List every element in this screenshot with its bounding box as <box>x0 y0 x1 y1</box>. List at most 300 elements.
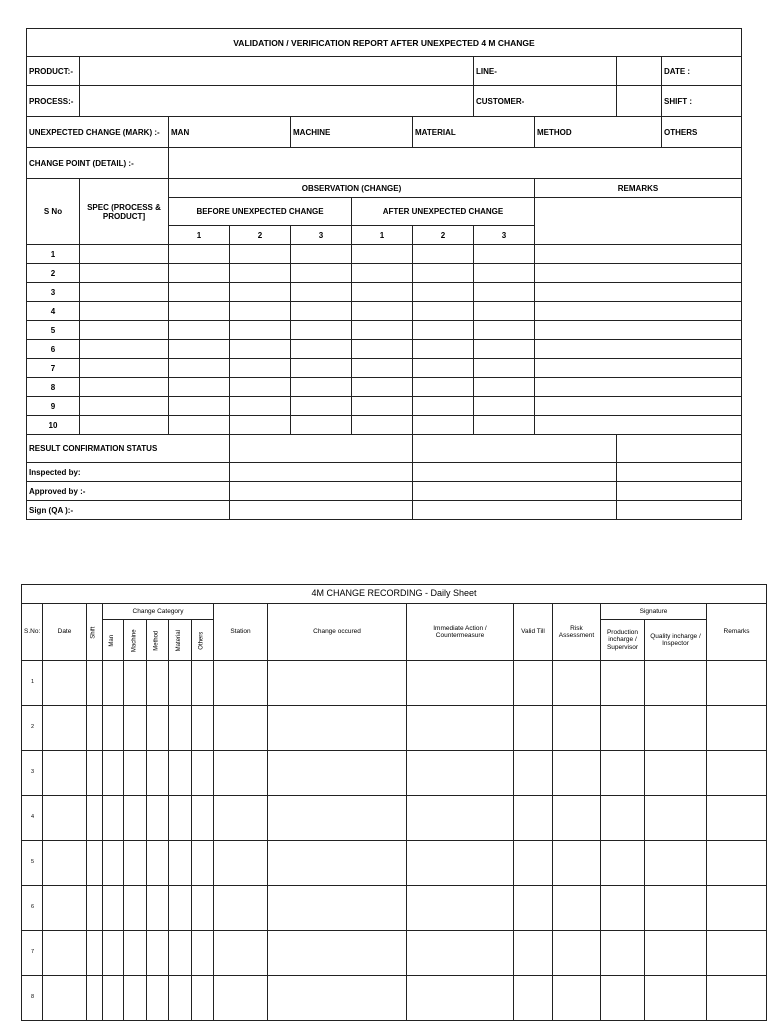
row-cell[interactable] <box>553 796 601 841</box>
row-cell[interactable] <box>147 976 169 1021</box>
row-cell[interactable] <box>407 751 514 796</box>
row-cell[interactable] <box>268 661 407 706</box>
row-cell[interactable] <box>192 751 214 796</box>
row-cell[interactable] <box>103 931 124 976</box>
row-cell[interactable] <box>553 931 601 976</box>
row-cell[interactable] <box>214 976 268 1021</box>
category-method: Method <box>147 620 169 661</box>
row-cell[interactable] <box>169 283 230 302</box>
approved-field-2[interactable] <box>413 482 617 501</box>
row-cell[interactable] <box>147 931 169 976</box>
row-cell[interactable] <box>230 264 291 283</box>
row-cell[interactable] <box>169 302 230 321</box>
row-cell[interactable] <box>645 706 707 751</box>
row-cell[interactable] <box>124 841 147 886</box>
change-category-header: Change Category <box>103 604 214 620</box>
row-cell[interactable] <box>80 283 169 302</box>
process-field[interactable] <box>80 86 474 117</box>
signature-header: Signature <box>601 604 707 620</box>
observation-header: OBSERVATION (CHANGE) <box>169 179 535 198</box>
row-cell[interactable] <box>268 706 407 751</box>
row-remarks-cell[interactable] <box>535 359 742 378</box>
category-others: Others <box>192 620 214 661</box>
row-cell[interactable] <box>645 976 707 1021</box>
row-cell[interactable] <box>514 796 553 841</box>
before-change-header: BEFORE UNEXPECTED CHANGE <box>169 198 352 226</box>
obs-number: 2 <box>413 226 474 245</box>
row-cell[interactable] <box>80 397 169 416</box>
row-remarks-cell[interactable] <box>535 416 742 435</box>
row-cell[interactable] <box>474 321 535 340</box>
row-cell[interactable] <box>169 264 230 283</box>
daily-sheet-form <box>21 584 767 1021</box>
row-number: 2 <box>22 706 43 751</box>
row-remarks-cell[interactable] <box>535 378 742 397</box>
row-number: 5 <box>27 321 80 340</box>
row-cell[interactable] <box>707 751 767 796</box>
product-label: PRODUCT:- <box>27 57 80 86</box>
row-cell[interactable] <box>230 340 291 359</box>
table-row <box>27 340 742 359</box>
table-row <box>22 796 767 841</box>
obs-number: 3 <box>291 226 352 245</box>
row-cell[interactable] <box>147 661 169 706</box>
row-number: 3 <box>27 283 80 302</box>
row-cell[interactable] <box>43 706 87 751</box>
row-cell[interactable] <box>291 378 352 397</box>
form1-title: VALIDATION / VERIFICATION REPORT AFTER UNEXPECTED 4 M CHANGE <box>27 29 742 57</box>
inspected-field[interactable] <box>230 463 413 482</box>
row-number: 8 <box>27 378 80 397</box>
row-cell[interactable] <box>352 359 413 378</box>
row-number: 9 <box>27 397 80 416</box>
table-row <box>22 886 767 931</box>
row-cell[interactable] <box>413 245 474 264</box>
row-cell[interactable] <box>80 245 169 264</box>
row-remarks-cell[interactable] <box>535 245 742 264</box>
row-number: 6 <box>22 886 43 931</box>
customer-field[interactable] <box>617 86 662 117</box>
row-cell[interactable] <box>291 340 352 359</box>
table-row <box>27 378 742 397</box>
row-cell[interactable] <box>553 751 601 796</box>
table-row <box>27 264 742 283</box>
date-label: DATE : <box>662 57 742 86</box>
row-cell[interactable] <box>645 796 707 841</box>
row-cell[interactable] <box>192 931 214 976</box>
row-cell[interactable] <box>291 397 352 416</box>
row-cell[interactable] <box>413 321 474 340</box>
row-cell[interactable] <box>707 886 767 931</box>
row-cell[interactable] <box>169 245 230 264</box>
row-cell[interactable] <box>268 976 407 1021</box>
option-method[interactable]: METHOD <box>535 117 662 148</box>
row-cell[interactable] <box>124 751 147 796</box>
option-man[interactable]: MAN <box>169 117 291 148</box>
action-header: Immediate Action / Countermeasure <box>407 604 514 661</box>
shift-label: SHIFT : <box>662 86 742 117</box>
table-row <box>27 302 742 321</box>
row-cell[interactable] <box>87 886 103 931</box>
date-header: Date <box>43 604 87 661</box>
row-cell[interactable] <box>474 264 535 283</box>
row-cell[interactable] <box>601 751 645 796</box>
row-cell[interactable] <box>553 841 601 886</box>
row-cell[interactable] <box>352 245 413 264</box>
row-cell[interactable] <box>147 841 169 886</box>
row-number: 10 <box>27 416 80 435</box>
row-cell[interactable] <box>352 302 413 321</box>
inspected-field-3[interactable] <box>617 463 742 482</box>
row-cell[interactable] <box>80 416 169 435</box>
row-cell[interactable] <box>291 416 352 435</box>
table-row <box>22 706 767 751</box>
row-cell[interactable] <box>352 416 413 435</box>
row-cell[interactable] <box>43 931 87 976</box>
row-cell[interactable] <box>230 416 291 435</box>
inspected-field-2[interactable] <box>413 463 617 482</box>
row-remarks-cell[interactable] <box>535 283 742 302</box>
row-cell[interactable] <box>169 359 230 378</box>
row-number: 3 <box>22 751 43 796</box>
table-row <box>22 841 767 886</box>
unexpected-change-label: UNEXPECTED CHANGE (MARK) :- <box>27 117 169 148</box>
row-cell[interactable] <box>214 661 268 706</box>
sno-header: S No <box>27 179 80 245</box>
row-cell[interactable] <box>103 841 124 886</box>
row-cell[interactable] <box>291 321 352 340</box>
row-cell[interactable] <box>87 841 103 886</box>
table-row <box>22 976 767 1021</box>
row-cell[interactable] <box>43 976 87 1021</box>
quality-header: Quality incharge / Inspector <box>645 620 707 661</box>
row-cell[interactable] <box>124 661 147 706</box>
row-cell[interactable] <box>103 661 124 706</box>
row-cell[interactable] <box>474 359 535 378</box>
row-cell[interactable] <box>80 340 169 359</box>
row-cell[interactable] <box>413 264 474 283</box>
row-cell[interactable] <box>645 886 707 931</box>
row-cell[interactable] <box>103 751 124 796</box>
row-cell[interactable] <box>169 841 192 886</box>
table-row <box>27 359 742 378</box>
row-cell[interactable] <box>514 841 553 886</box>
remarks-header: REMARKS <box>535 179 742 198</box>
category-material: Material <box>169 620 192 661</box>
row-cell[interactable] <box>352 264 413 283</box>
row-cell[interactable] <box>80 321 169 340</box>
row-cell[interactable] <box>413 416 474 435</box>
row-cell[interactable] <box>169 321 230 340</box>
row-cell[interactable] <box>169 931 192 976</box>
row-cell[interactable] <box>268 886 407 931</box>
row-cell[interactable] <box>514 661 553 706</box>
row-cell[interactable] <box>87 706 103 751</box>
row-cell[interactable] <box>230 378 291 397</box>
row-cell[interactable] <box>214 751 268 796</box>
row-cell[interactable] <box>514 751 553 796</box>
row-cell[interactable] <box>707 931 767 976</box>
row-cell[interactable] <box>474 302 535 321</box>
row-cell[interactable] <box>80 264 169 283</box>
row-cell[interactable] <box>87 976 103 1021</box>
row-cell[interactable] <box>413 302 474 321</box>
row-cell[interactable] <box>214 706 268 751</box>
row-cell[interactable] <box>514 931 553 976</box>
obs-number: 2 <box>230 226 291 245</box>
option-material[interactable]: MATERIAL <box>413 117 535 148</box>
row-cell[interactable] <box>291 283 352 302</box>
station-header: Station <box>214 604 268 661</box>
row-cell[interactable] <box>553 976 601 1021</box>
row-cell[interactable] <box>413 378 474 397</box>
row-cell[interactable] <box>268 931 407 976</box>
row-cell[interactable] <box>514 976 553 1021</box>
row-number: 4 <box>27 302 80 321</box>
row-cell[interactable] <box>413 340 474 359</box>
form2-title: 4M CHANGE RECORDING - Daily Sheet <box>22 585 767 604</box>
table-row <box>27 283 742 302</box>
option-others[interactable]: OTHERS <box>662 117 742 148</box>
row-cell[interactable] <box>124 706 147 751</box>
row-cell[interactable] <box>87 931 103 976</box>
result-field-before[interactable] <box>230 435 413 463</box>
row-cell[interactable] <box>291 359 352 378</box>
row-cell[interactable] <box>169 661 192 706</box>
row-cell[interactable] <box>103 886 124 931</box>
row-cell[interactable] <box>268 751 407 796</box>
shift-header: Shift <box>87 604 103 661</box>
row-cell[interactable] <box>413 359 474 378</box>
row-cell[interactable] <box>474 283 535 302</box>
row-number: 4 <box>22 796 43 841</box>
result-field-after[interactable] <box>413 435 617 463</box>
row-cell[interactable] <box>169 751 192 796</box>
table-row <box>27 245 742 264</box>
row-cell[interactable] <box>169 340 230 359</box>
row-number: 7 <box>27 359 80 378</box>
row-cell[interactable] <box>514 706 553 751</box>
row-cell[interactable] <box>192 661 214 706</box>
row-cell[interactable] <box>474 245 535 264</box>
risk-header: Risk Assessment <box>553 604 601 661</box>
row-cell[interactable] <box>147 796 169 841</box>
row-cell[interactable] <box>601 706 645 751</box>
row-cell[interactable] <box>601 886 645 931</box>
row-cell[interactable] <box>192 796 214 841</box>
category-man: Man <box>103 620 124 661</box>
approved-label: Approved by :- <box>27 482 230 501</box>
row-cell[interactable] <box>352 340 413 359</box>
sign-qa-label: Sign (QA ):- <box>27 501 230 520</box>
row-cell[interactable] <box>103 706 124 751</box>
category-machine: Machine <box>124 620 147 661</box>
row-cell[interactable] <box>352 397 413 416</box>
row-cell[interactable] <box>407 661 514 706</box>
row-cell[interactable] <box>645 841 707 886</box>
row-cell[interactable] <box>601 931 645 976</box>
inspected-label: Inspected by: <box>27 463 230 482</box>
row-cell[interactable] <box>553 661 601 706</box>
row-cell[interactable] <box>147 706 169 751</box>
row-remarks-cell[interactable] <box>535 397 742 416</box>
row-cell[interactable] <box>147 886 169 931</box>
row-cell[interactable] <box>553 886 601 931</box>
row-cell[interactable] <box>291 264 352 283</box>
row-number: 7 <box>22 931 43 976</box>
row-cell[interactable] <box>87 796 103 841</box>
row-cell[interactable] <box>214 931 268 976</box>
row-cell[interactable] <box>43 841 87 886</box>
table-row <box>27 416 742 435</box>
table-row <box>27 321 742 340</box>
row-cell[interactable] <box>601 841 645 886</box>
row-cell[interactable] <box>291 245 352 264</box>
row-cell[interactable] <box>474 397 535 416</box>
row-cell[interactable] <box>214 886 268 931</box>
row-cell[interactable] <box>169 976 192 1021</box>
row-cell[interactable] <box>645 931 707 976</box>
obs-number: 3 <box>474 226 535 245</box>
row-cell[interactable] <box>707 661 767 706</box>
row-cell[interactable] <box>43 661 87 706</box>
row-cell[interactable] <box>124 976 147 1021</box>
table-row <box>22 751 767 796</box>
row-cell[interactable] <box>407 931 514 976</box>
row-cell[interactable] <box>147 751 169 796</box>
row-cell[interactable] <box>407 841 514 886</box>
row-cell[interactable] <box>43 751 87 796</box>
row-cell[interactable] <box>124 886 147 931</box>
row-cell[interactable] <box>407 706 514 751</box>
row-cell[interactable] <box>87 661 103 706</box>
row-cell[interactable] <box>43 886 87 931</box>
row-cell[interactable] <box>707 841 767 886</box>
row-cell[interactable] <box>474 416 535 435</box>
row-cell[interactable] <box>169 886 192 931</box>
change-point-field[interactable] <box>169 148 742 179</box>
row-cell[interactable] <box>474 378 535 397</box>
result-field-remarks[interactable] <box>617 435 742 463</box>
row-cell[interactable] <box>192 886 214 931</box>
row-cell[interactable] <box>169 378 230 397</box>
row-cell[interactable] <box>103 976 124 1021</box>
sno-header: S.No: <box>22 604 43 661</box>
row-cell[interactable] <box>707 706 767 751</box>
table-row <box>27 397 742 416</box>
row-cell[interactable] <box>413 397 474 416</box>
row-cell[interactable] <box>291 302 352 321</box>
row-cell[interactable] <box>230 283 291 302</box>
row-cell[interactable] <box>352 321 413 340</box>
row-cell[interactable] <box>192 706 214 751</box>
row-cell[interactable] <box>553 706 601 751</box>
row-cell[interactable] <box>192 841 214 886</box>
row-cell[interactable] <box>230 359 291 378</box>
row-cell[interactable] <box>474 340 535 359</box>
line-label: LINE- <box>474 57 617 86</box>
row-cell[interactable] <box>707 796 767 841</box>
row-number: 8 <box>22 976 43 1021</box>
sign-qa-field[interactable] <box>230 501 413 520</box>
sign-qa-field-2[interactable] <box>413 501 617 520</box>
row-number: 1 <box>22 661 43 706</box>
row-remarks-cell[interactable] <box>535 321 742 340</box>
remarks-cell[interactable] <box>535 198 742 245</box>
row-cell[interactable] <box>103 796 124 841</box>
row-cell[interactable] <box>230 245 291 264</box>
row-remarks-cell[interactable] <box>535 302 742 321</box>
spec-header: SPEC (PROCESS & PRODUCT] <box>80 179 169 245</box>
row-cell[interactable] <box>214 796 268 841</box>
row-cell[interactable] <box>601 796 645 841</box>
row-cell[interactable] <box>43 796 87 841</box>
sign-qa-field-3[interactable] <box>617 501 742 520</box>
row-cell[interactable] <box>645 751 707 796</box>
row-cell[interactable] <box>707 976 767 1021</box>
row-cell[interactable] <box>169 397 230 416</box>
row-cell[interactable] <box>124 931 147 976</box>
product-field[interactable] <box>80 57 474 86</box>
obs-number: 1 <box>352 226 413 245</box>
after-change-header: AFTER UNEXPECTED CHANGE <box>352 198 535 226</box>
option-machine[interactable]: MACHINE <box>291 117 413 148</box>
row-number: 2 <box>27 264 80 283</box>
row-cell[interactable] <box>352 283 413 302</box>
row-cell[interactable] <box>352 378 413 397</box>
row-cell[interactable] <box>80 302 169 321</box>
row-cell[interactable] <box>268 841 407 886</box>
row-remarks-cell[interactable] <box>535 264 742 283</box>
row-cell[interactable] <box>80 378 169 397</box>
row-cell[interactable] <box>124 796 147 841</box>
process-label: PROCESS:- <box>27 86 80 117</box>
row-cell[interactable] <box>407 976 514 1021</box>
production-header: Production incharge / Supervisor <box>601 620 645 661</box>
row-cell[interactable] <box>601 976 645 1021</box>
table-row <box>22 661 767 706</box>
row-cell[interactable] <box>645 661 707 706</box>
row-cell[interactable] <box>192 976 214 1021</box>
obs-number: 1 <box>169 226 230 245</box>
row-cell[interactable] <box>169 416 230 435</box>
line-field[interactable] <box>617 57 662 86</box>
row-cell[interactable] <box>601 661 645 706</box>
row-cell[interactable] <box>214 841 268 886</box>
validation-report-form <box>26 28 742 520</box>
row-cell[interactable] <box>230 397 291 416</box>
row-cell[interactable] <box>514 886 553 931</box>
row-cell[interactable] <box>87 751 103 796</box>
change-point-label: CHANGE POINT (DETAIL) :- <box>27 148 169 179</box>
row-number: 1 <box>27 245 80 264</box>
row-cell[interactable] <box>230 302 291 321</box>
valid-till-header: Valid Till <box>514 604 553 661</box>
row-cell[interactable] <box>407 796 514 841</box>
row-cell[interactable] <box>169 706 192 751</box>
row-cell[interactable] <box>80 359 169 378</box>
customer-label: CUSTOMER- <box>474 86 617 117</box>
row-cell[interactable] <box>268 796 407 841</box>
row-cell[interactable] <box>413 283 474 302</box>
row-cell[interactable] <box>169 796 192 841</box>
row-cell[interactable] <box>230 321 291 340</box>
result-label: RESULT CONFIRMATION STATUS <box>27 435 230 463</box>
approved-field[interactable] <box>230 482 413 501</box>
row-remarks-cell[interactable] <box>535 340 742 359</box>
approved-field-3[interactable] <box>617 482 742 501</box>
row-cell[interactable] <box>407 886 514 931</box>
